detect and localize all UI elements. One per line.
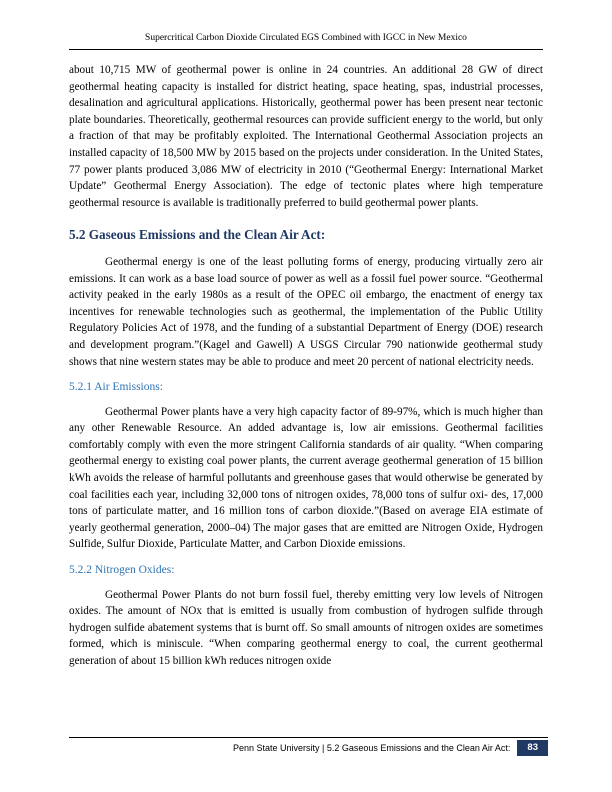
subsection-heading-5-2-1: 5.2.1 Air Emissions: — [69, 381, 163, 394]
paragraph-section-5-2-1: Geothermal Power plants have a very high capacity factor of 89-97%, which is much higher than any other Renewable Resource. An added advantage is, low air emissions. Geothermal facilities comfortably comply with even the more stringent California standards of air quality. “When comparing geothermal energy to existing coal power plants, the current average geothermal generation of 15 billion kWh avoids the release of harmful pollutants and greenhouse gases that would otherwise be generated by coal facilities each year, including 32,000 tons of nitrogen oxides, 78,000 tons of sulfur oxi- des, 17,000 tons of particulate matter, and 16 million tons of carbon dioxide.”(Based on average EIA estimate of yearly geothermal generation, 2000–04) The major gases that are emitted are Nitrogen Oxide, Hydrogen Sulfide, Sulfur Dioxide, Particulate Matter, and Carbon Dioxide emissions. — [69, 405, 543, 551]
paragraph-section-5-2: Geothermal energy is one of the least polluting forms of energy, producing virtually zero air emissions. It can work as a base load source of power as well as a fossil fuel power source. “Geothermal activity peaked in the early 1980s as a result of the OPEC oil embargo, the enactment of energy tax incentives for renewable technologies such as geothermal, the implementation of the Public Utility Regulatory Policies Act of 1978, and the funding of a substantial Department of Energy (DOE) research and development program.”(Kagel and Gawell) A USGS Circular 790 nationwide geothermal study shows that nine western states may be able to produce and meet 20 percent of national electricity needs. — [69, 255, 543, 368]
running-header — [69, 32, 543, 50]
footer-text: Penn State University | 5.2 Gaseous Emissions and the Clean Air Act: — [232, 743, 511, 753]
running-header-title: Supercritical Carbon Dioxide Circulated EGS Combined with IGCC in New Mexico — [145, 33, 467, 43]
paragraph-section-5-2-2: Geothermal Power Plants do not burn fossil fuel, thereby emitting very low levels of Nitrogen oxides. The amount of NOx that is emitted is usually from combustion of hydrogen sulfide through hydrogen sulfide abatement systems that is burnt off. So small amounts of nitrogen oxides are sometimes formed, which is miniscule. “When comparing geothermal energy to coal, the current geothermal generation of about 15 billion kWh reduces nitrogen oxide — [69, 588, 543, 667]
page-body — [69, 62, 543, 670]
page-number-badge: 83 — [517, 740, 548, 756]
section-heading-5-2: 5.2 Gaseous Emissions and the Clean Air Act: — [69, 227, 326, 243]
page-footer — [69, 737, 548, 756]
paragraph-intro: about 10,715 MW of geothermal power is online in 24 countries. An additional 28 GW of direct geothermal heating capacity is installed for district heating, space heating, spas, industrial processes, desalination and agricultural applications. Historically, geothermal power has been present near tectonic plate boundaries. Theoretically, geothermal resources can provide sufficient energy to the world, but only a fraction of that may be profitably exploited. The International Geothermal Association projects an installed capacity of 18,500 MW by 2015 based on the projects under consideration. In the United States, 77 power plants produced 3,086 MW of electricity in 2010 (“Geothermal Energy: International Market Update” Geothermal Energy Association). The edge of tectonic plates where high temperature geothermal resource is available is traditionally preferred to build geothermal power plants. — [69, 64, 543, 209]
subsection-heading-5-2-2: 5.2.2 Nitrogen Oxides: — [69, 564, 175, 577]
